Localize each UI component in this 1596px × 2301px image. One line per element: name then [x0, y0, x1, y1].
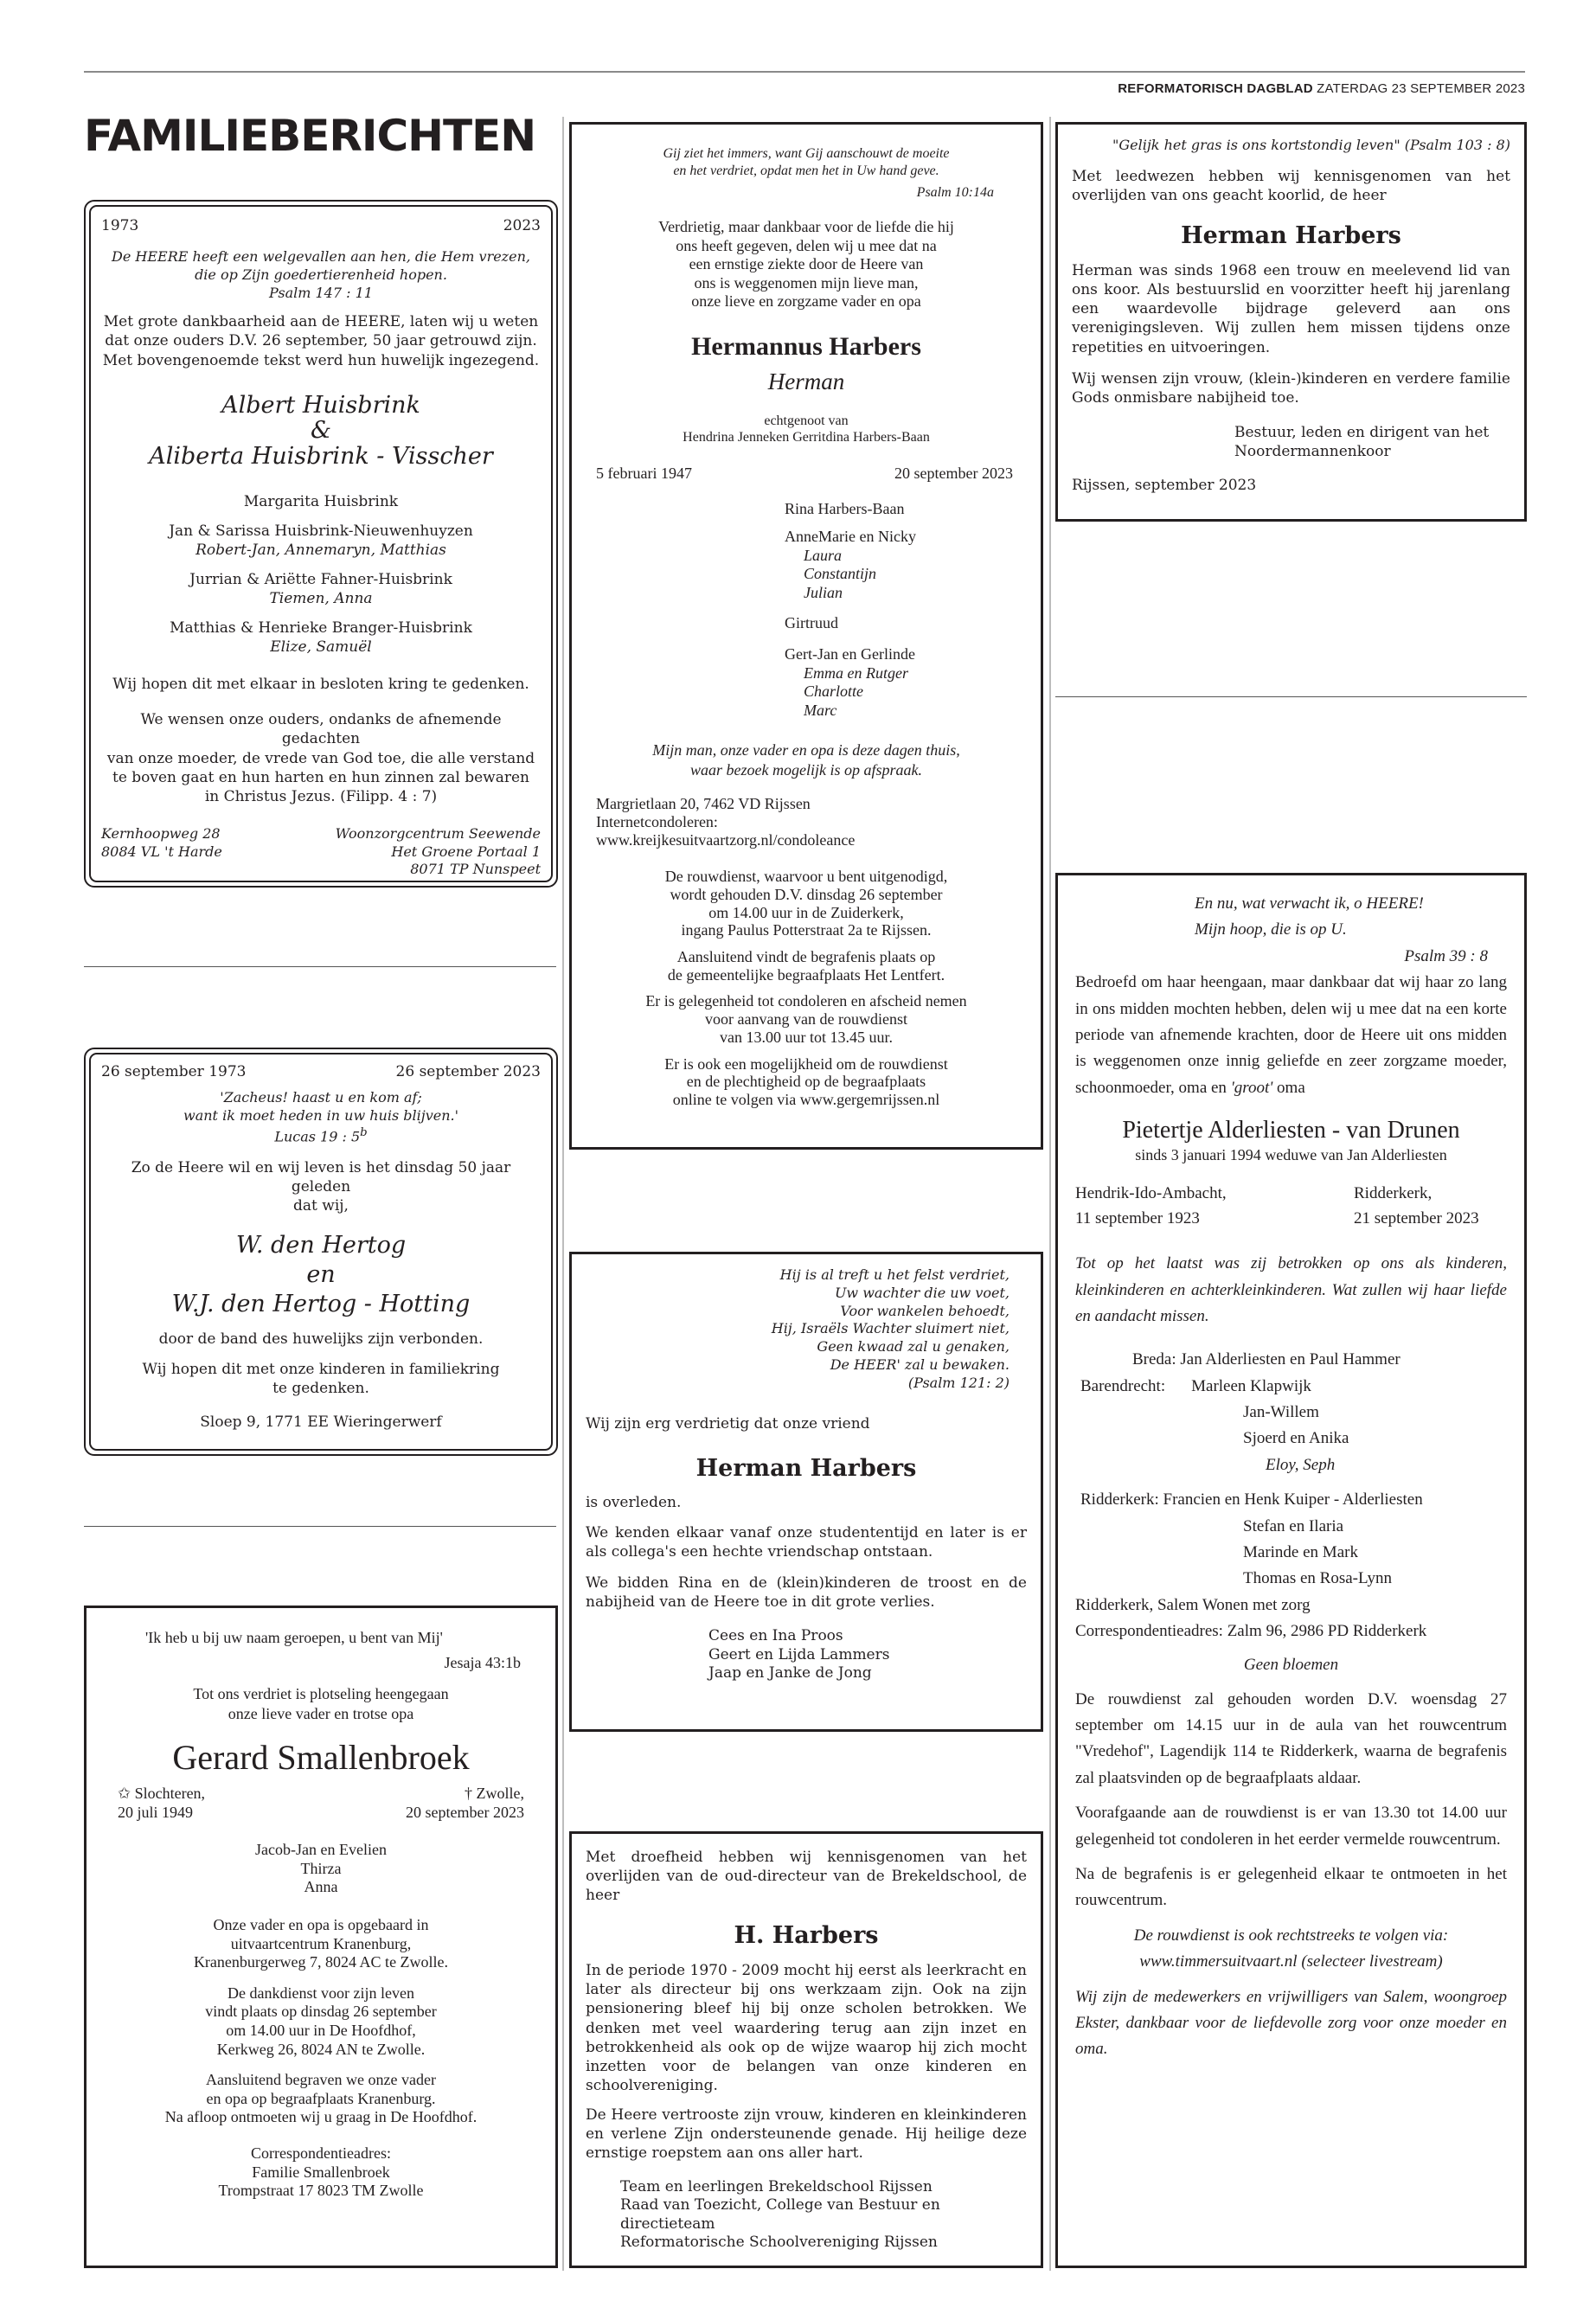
detail-line: Aansluitend begraven we onze vader	[206, 2071, 436, 2089]
ad-brekeldschool-h-harbers	[569, 1831, 1043, 2268]
birth-place: Hendrik-Ido-Ambacht,	[1075, 1184, 1227, 1203]
spouse-name: Hendrina Jenneken Gerritdina Harbers-Baan	[683, 430, 930, 445]
wish-line: te boven gaat en hun harten en hun zinnen zal bewaren	[112, 768, 529, 786]
detail-line: De dankdienst voor zijn leven	[228, 1984, 414, 2002]
signatory: Raad van Toezicht, College van Bestuur en directieteam	[620, 2196, 940, 2233]
verse-line: die op Zijn goedertierenheid hopen.	[195, 266, 447, 283]
intro-line: Zo de Heere wil en wij leven is het dinsdag 50 jaar geleden	[131, 1158, 511, 1195]
address-line: Het Groene Portaal 1	[391, 843, 541, 860]
verse-ref: (Psalm 121: 2)	[907, 1374, 1010, 1391]
wish-line: We wensen onze ouders, ondanks de afnemende gedachten	[140, 711, 502, 748]
signatory: Bestuur, leden en dirigent van het	[1234, 423, 1490, 441]
verse-ref: Jesaja 43:1b	[444, 1654, 521, 1671]
verse-line: Geen kwaad zal u genaken,	[817, 1338, 1010, 1356]
home-address: Margrietlaan 20, 7462 VD Rijssen	[596, 795, 811, 813]
intro-line: dat onze ouders D.V. 26 september, 50 jaar getrouwd zijn.	[105, 332, 537, 350]
address-line: Correspondentieadres: Zalm 96, 2986 PD Ridderkerk	[1075, 1622, 1427, 1641]
ad-anniversary-den-hertog	[84, 1048, 558, 1456]
livestream-url[interactable]: www.timmersuitvaart.nl (selecteer livestream)	[1139, 1952, 1443, 1971]
signatory: Geert en Lijda Lammers	[708, 1645, 890, 1663]
intro-line: Met grote dankbaarheid aan de HEERE, laten wij u weten	[103, 313, 539, 331]
grandchildren: Elize, Samuël	[270, 638, 372, 657]
intro-line: onze lieve en zorgzame vader en opa	[691, 292, 921, 311]
signatory: Cees en Ina Proos	[708, 1627, 843, 1645]
family-member: Gert-Jan en Gerlinde	[785, 644, 915, 663]
verse-line: Uw wachter die uw voet,	[834, 1284, 1010, 1301]
spouse-label: echtgenoot van	[764, 413, 849, 428]
wish-line: in Christus Jezus. (Filipp. 4 : 7)	[204, 787, 438, 805]
paper-name: REFORMATORISCH DAGBLAD	[1118, 81, 1313, 96]
signatory: Team en leerlingen Brekeldschool Rijssen	[620, 2178, 933, 2196]
couple-name: W. den Hertog	[235, 1232, 407, 1259]
paragraph: Herman was sinds 1968 een trouw en meelevend lid van ons koor. Als bestuurslid en voorzitter heeft hij jarenlang een waardevolle bijdrage geleverd aan ons verenigingsleven. Wij zullen hem missen tijdens onze repetities en uitvoeringen.	[1072, 262, 1510, 356]
family-member: Margarita Huisbrink	[243, 492, 399, 510]
address: Sloep 9, 1771 EE Wieringerwerf	[200, 1413, 442, 1432]
condolence-url[interactable]: www.kreijkesuitvaartzorg.nl/condoleance	[596, 830, 856, 849]
verse-ref-suffix: b	[360, 1125, 368, 1139]
intro: Met leedwezen hebben wij kennisgenomen van het overlijden van ons geacht koorlid, de heer	[1072, 168, 1510, 205]
detail-line: Na afloop ontmoeten wij u graag in De Hoofdhof.	[164, 2108, 478, 2126]
grandchild: Charlotte	[804, 683, 864, 701]
family-member: Marinde en Mark	[1243, 1543, 1358, 1562]
death-place: † Zwolle,	[465, 1785, 524, 1802]
paragraph: De rouwdienst zal gehouden worden D.V. woensdag 27 september om 14.15 uur in de aula van het rouwcentrum "Vredehof", Lagendijk 114 te Ridderkerk, waarna de begrafenis zal plaatsvinden op de begraafplaats aldaar.	[1075, 1689, 1507, 1787]
family-member: Marleen Klapwijk	[1191, 1376, 1311, 1395]
family-member: Thirza	[300, 1859, 342, 1877]
ad-obituary-alderliesten	[1055, 873, 1527, 2268]
memory-text: Tot op het laatst was zij betrokken op ons als kinderen, kleinkinderen en achterkleinkinderen. Wat zullen wij haar liefde en aandacht missen.	[1075, 1254, 1507, 1325]
verse-line: Hij is al treft u het felst verdriet,	[779, 1266, 1010, 1283]
verse-ref: Lucas 19 : 5	[274, 1127, 361, 1144]
family-ridderkerk: Ridderkerk: Francien en Henk Kuiper - Alderliesten	[1080, 1490, 1423, 1509]
paragraph: We bidden Rina en de (klein)kinderen de troost en de nabijheid van de Heere toe in dit grote verlies.	[586, 1574, 1027, 1612]
intro: Wij zijn erg verdrietig dat onze vriend	[586, 1415, 870, 1433]
no-flowers: Geen bloemen	[1243, 1655, 1339, 1674]
address-line: Ridderkerk, Salem Wonen met zorg	[1075, 1595, 1311, 1614]
birth-place: ✩ Slochteren,	[118, 1785, 206, 1802]
page-header	[1118, 81, 1525, 96]
year-end: 2023	[503, 217, 541, 234]
grandchild: Julian	[804, 583, 843, 601]
intro-line: Verdrietig, maar dankbaar voor de liefde die hij	[658, 218, 954, 235]
paragraph: Wij wensen zijn vrouw, (klein-)kinderen en verdere familie Gods onmisbare nabijheid toe.	[1072, 369, 1510, 407]
detail-line: Aansluitend vindt de begrafenis plaats op	[676, 948, 936, 966]
family-member: Anna	[304, 1878, 338, 1896]
verse-line: Mijn hoop, die is op U.	[1195, 920, 1347, 939]
detail-line: en de plechtigheid op de begraafplaats	[686, 1073, 926, 1091]
verse-line: en het verdriet, opdat men het in Uw hand geve.	[673, 163, 939, 178]
deceased-name: Herman Harbers	[1181, 222, 1401, 250]
deceased-nickname: Herman	[767, 368, 845, 394]
ad-obituary-smallenbroek	[84, 1606, 558, 2268]
family-member: Jacob-Jan en Evelien	[255, 1841, 387, 1859]
intro	[1075, 970, 1507, 1101]
detail-line: van 13.00 uur tot 13.45 uur.	[720, 1028, 893, 1046]
death-date: 20 september 2023	[406, 1803, 524, 1821]
detail-line: voor aanvang van de rouwdienst	[705, 1010, 907, 1029]
death-date: 21 september 2023	[1354, 1208, 1479, 1227]
death-place: Ridderkerk,	[1354, 1184, 1433, 1203]
address-line: Kernhoopweg 28	[101, 824, 221, 842]
family-breda: Breda: Jan Alderliesten en Paul Hammer	[1132, 1350, 1401, 1369]
divider	[84, 1526, 556, 1527]
date-start: 26 september 1973	[101, 1063, 247, 1080]
signatory: Noordermannenkoor	[1234, 442, 1391, 460]
top-rule	[84, 71, 1525, 73]
condolence-label: Internetcondoleren:	[596, 812, 718, 830]
widow-line: sinds 3 januari 1994 weduwe van Jan Alderliesten	[1135, 1146, 1447, 1164]
place-date: Rijssen, september 2023	[1072, 477, 1257, 495]
verse-line: De HEER' zal u bewaken.	[830, 1356, 1010, 1373]
grandchildren: Tiemen, Anna	[269, 590, 373, 608]
grandchildren: Robert-Jan, Annemaryn, Matthias	[195, 541, 446, 559]
detail-line: wordt gehouden D.V. dinsdag 26 september	[670, 886, 943, 904]
verse-line: want ik moet heden in uw huis blijven.'	[183, 1106, 458, 1124]
family-member: Thomas en Rosa-Lynn	[1243, 1569, 1393, 1588]
detail-line: Er is gelegenheid tot condoleren en afscheid nemen	[645, 992, 967, 1010]
year-start: 1973	[101, 217, 139, 234]
intro-line: ons heeft gegeven, delen wij u mee dat na	[676, 236, 937, 254]
verse-line: De HEERE heeft een welgevallen aan hen, die Hem vrezen,	[112, 248, 530, 265]
grandchildren: Eloy, Seph	[1266, 1455, 1336, 1474]
paragraph: We kenden elkaar vanaf onze studententijd en later is er als collega's een hechte vriendschap ontstaan.	[586, 1524, 1027, 1561]
deceased-name: Pietertje Alderliesten - van Drunen	[1122, 1117, 1460, 1144]
deceased-name: Herman Harbers	[695, 1455, 917, 1482]
detail-line: de gemeentelijke begraafplaats Het Lentfert.	[667, 965, 945, 984]
couple-name: Albert Huisbrink	[221, 391, 420, 419]
family-member: AnneMarie en Nicky	[785, 527, 916, 545]
ad-friends-herman-harbers	[569, 1252, 1043, 1732]
detail-line: Kerkweg 26, 8024 AN te Zwolle.	[216, 2040, 426, 2058]
detail-line: uitvaartcentrum Kranenburg,	[230, 1934, 412, 1952]
deceased-name: Hermannus Harbers	[691, 331, 921, 361]
paragraph: Voorafgaande aan de rouwdienst is er van 13.30 tot 14.00 uur gelegenheid tot condoleren in het eerder vermelde rouwcentrum.	[1075, 1804, 1507, 1849]
detail-line: om 14.00 uur in De Hoofdhof,	[226, 2021, 416, 2039]
wish-line: van onze moeder, de vrede van God toe, die alle verstand	[106, 749, 535, 767]
grandchild: Constantijn	[804, 565, 877, 583]
verse-line: Hij, Israëls Wachter sluimert niet,	[771, 1320, 1010, 1337]
grandchild: Laura	[804, 546, 843, 564]
verse-line: Voor wankelen behoedt,	[840, 1302, 1010, 1319]
column-divider	[562, 117, 564, 2271]
detail-line: ingang Paulus Potterstraat 2a te Rijssen.	[681, 921, 932, 939]
grandchild: Marc	[804, 701, 837, 719]
detail-line: Kranenburgerweg 7, 8024 AC te Zwolle.	[193, 1953, 449, 1971]
intro-line: onze lieve vader en trotse opa	[228, 1704, 414, 1722]
thanks-text: Wij zijn de medewerkers en vrijwilligers van Salem, woongroep Ekster, dankbaar voor de liefdevolle zorg voor onze moeder en oma.	[1075, 1987, 1507, 2059]
family-member: Sjoerd en Anika	[1243, 1429, 1349, 1448]
visit-line: Mijn man, onze vader en opa is deze dagen thuis,	[652, 741, 960, 760]
detail-line: Onze vader en opa is opgebaard in	[213, 1915, 429, 1933]
detail-line: De rouwdienst, waarvoor u bent uitgenodigd,	[664, 868, 948, 886]
signatory: Reformatorische Schoolvereniging Rijssen	[620, 2233, 938, 2251]
address-line: Woonzorgcentrum Seewende	[335, 824, 541, 842]
livestream-line: De rouwdienst is ook rechtstreeks te volgen via:	[1133, 1926, 1449, 1945]
ad-anniversary-huisbrink	[84, 200, 558, 888]
verse-ref: Psalm 39 : 8	[1404, 946, 1488, 965]
visit-line: waar bezoek mogelijk is op afspraak.	[690, 760, 922, 779]
intro-line: een ernstige ziekte door de Heere van	[689, 255, 924, 273]
detail-line: en opa op begraafplaats Kranenburg.	[206, 2089, 436, 2107]
birth-date: 11 september 1923	[1075, 1208, 1200, 1227]
verse-line: 'Zacheus! haast u en kom af;	[220, 1089, 422, 1106]
family-member: Matthias & Henrieke Branger-Huisbrink	[170, 619, 472, 638]
birth-date: 20 juli 1949	[118, 1803, 194, 1821]
correspondence-line: Trompstraat 17 8023 TM Zwolle	[218, 2182, 424, 2200]
detail-line: online te volgen via www.gergemrijssen.nl	[672, 1090, 940, 1108]
couple-name: Aliberta Huisbrink - Visscher	[149, 443, 493, 471]
divider	[1055, 696, 1527, 697]
detail-line: vindt plaats op dinsdag 26 september	[205, 2003, 437, 2021]
birth-date: 5 februari 1947	[596, 465, 692, 483]
hope-line: te gedenken.	[272, 1380, 369, 1398]
family-member: Stefan en Ilaria	[1243, 1516, 1344, 1535]
column-divider	[1049, 117, 1051, 2271]
verse: 'Ik heb u bij uw naam geroepen, u bent van Mij'	[145, 1629, 443, 1646]
intro-text: Bedroefd om haar heengaan, maar dankbaar dat wij haar zo lang in ons midden mochten hebben, delen wij u mee dat na een korte periode van afnemende krachten, door de Heere uit ons midden is weggenomen onze innig geliefde en zeer zorgzame moeder, schoonmoeder, oma en	[1075, 973, 1507, 1097]
divider	[84, 966, 556, 967]
header-date: ZATERDAG 23 SEPTEMBER 2023	[1317, 81, 1525, 96]
conjunction: en	[306, 1260, 336, 1288]
correspondence-line: Correspondentieadres:	[251, 2144, 391, 2162]
ad-obituary-hermannus-harbers	[569, 122, 1043, 1150]
intro: Met droefheid hebben wij kennisgenomen van het overlijden van de oud-directeur van de Brekeldschool, de heer	[586, 1849, 1027, 1905]
verse-line: Gij ziet het immers, want Gij aanschouwt de moeite	[663, 146, 950, 161]
family-member: Jan & Sarissa Huisbrink-Nieuwenhuyzen	[169, 522, 473, 540]
intro-line: Tot ons verdriet is plotseling heengegaan	[193, 1685, 449, 1702]
page-title: FAMILIEBERICHTEN	[84, 111, 536, 161]
deceased-name: H. Harbers	[734, 1922, 879, 1950]
deceased-name: Gerard Smallenbroek	[172, 1738, 470, 1777]
family-place: Barendrecht:	[1080, 1376, 1166, 1395]
death-date: 20 september 2023	[894, 465, 1013, 483]
ad-choir-herman-harbers	[1055, 122, 1527, 522]
ampersand: &	[310, 417, 332, 445]
family-member: Rina Harbers-Baan	[785, 500, 905, 518]
family-member: Girtruud	[785, 614, 838, 632]
paragraph: De Heere vertrooste zijn vrouw, kinderen en kleinkinderen en verlene Zijn ondersteunende genade. Hij heilige deze ernstige roepstem aan ons aller hart.	[586, 2106, 1027, 2163]
verse-ref: Psalm 147 : 11	[269, 284, 373, 301]
intro-line: Met bovengenoemde tekst werd hun huwelijk ingezegend.	[102, 351, 540, 369]
correspondence-line: Familie Smallenbroek	[252, 2163, 390, 2181]
address-line: 8071 TP Nunspeet	[410, 861, 541, 878]
family-member: Jurrian & Ariëtte Fahner-Huisbrink	[189, 571, 452, 589]
grandchild: Emma en Rutger	[804, 663, 908, 682]
bond-text: door de band des huwelijks zijn verbonden.	[158, 1330, 484, 1349]
intro-emphasis: 'groot'	[1230, 1078, 1273, 1097]
paragraph: Na de begrafenis is er gelegenheid elkaar te ontmoeten in het rouwcentrum.	[1075, 1864, 1507, 1910]
signatory: Jaap en Janke de Jong	[708, 1663, 872, 1682]
detail-line: om 14.00 uur in de Zuiderkerk,	[708, 903, 904, 921]
intro-end: oma	[1272, 1078, 1305, 1097]
paragraph: In de periode 1970 - 2009 mocht hij eerst als leerkracht en later als directeur bij ons werkzaam zijn. Ook na zijn pensionering bleef hij bij onze scholen betrokken. We denken met veel waardering terug aan zijn inzet en betrokkenheid als ook op de wijze waarop hij zich mocht inzetten voor de belangen van onze kinderen en schoolvereniging.	[586, 1962, 1027, 2094]
address-line: 8084 VL 't Harde	[101, 843, 222, 860]
couple-name: W.J. den Hertog - Hotting	[171, 1290, 471, 1317]
family-member: Jan-Willem	[1243, 1403, 1319, 1422]
passed-text: is overleden.	[586, 1494, 682, 1511]
hope-line: Wij hopen dit met onze kinderen in familiekring	[142, 1361, 500, 1379]
verse: "Gelijk het gras is ons kortstondig leven" (Psalm 103 : 8)	[1112, 137, 1510, 153]
intro-line: dat wij,	[293, 1196, 349, 1215]
verse-line: En nu, wat verwacht ik, o HEERE!	[1195, 894, 1424, 913]
verse-ref: Psalm 10:14a	[916, 185, 994, 200]
intro-line: ons is weggenomen mijn lieve man,	[694, 273, 919, 292]
celebration-text: Wij hopen dit met elkaar in besloten kring te gedenken.	[112, 676, 529, 694]
date-end: 26 september 2023	[395, 1063, 541, 1080]
detail-line: Er is ook een mogelijkheid om de rouwdienst	[664, 1054, 948, 1073]
